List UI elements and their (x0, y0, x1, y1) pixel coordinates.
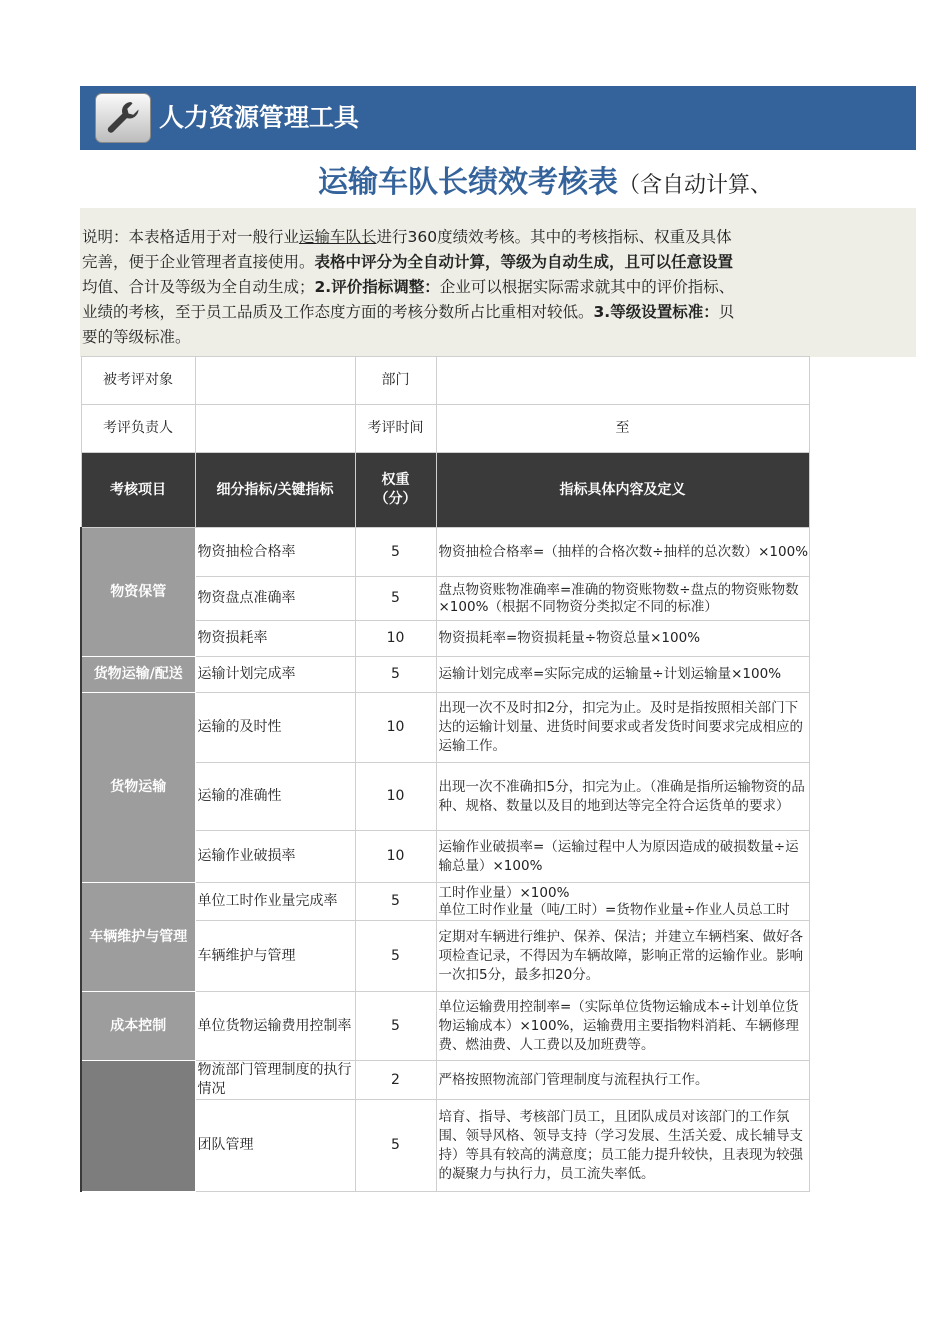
target-value[interactable] (195, 357, 355, 405)
owner-value[interactable] (195, 405, 355, 453)
description-line (82, 325, 812, 345)
definition-cell (436, 528, 809, 577)
assessment-table (80, 356, 810, 1192)
table-header-row (81, 453, 809, 528)
wrench-icon (104, 99, 142, 137)
definition-text: 培育、指导、考核部门员工，且团队成员对该部门的工作氛围、领导风格、领导支持（学习发展、生活关爱、成长辅导支持）等具有较高的满意度；员工能力提升较快，且表现为较强的凝聚力与执行力，员工流失率低。 (438, 1108, 803, 1182)
description-segment: 业绩的考核，至于员工品质及工作态度方面的考核分数所占比重相对较低。 (82, 303, 594, 321)
page-title-sub: （含自动计算、 (618, 173, 773, 198)
table-row (81, 1061, 809, 1100)
weight-cell: 10 (355, 831, 436, 883)
logo (95, 93, 151, 143)
header-weight: 权重 （分） (355, 453, 436, 528)
definition-cell (436, 763, 809, 831)
description-box (80, 208, 916, 357)
weight-cell: 10 (355, 763, 436, 831)
indicator-cell: 运输的及时性 (195, 693, 355, 763)
category-cell (81, 1061, 195, 1192)
target-label: 被考评对象 (81, 357, 195, 405)
definition-text: 运输作业破损率=（运输过程中人为原因造成的破损数量÷运输总量）×100% (438, 838, 799, 874)
page-title (318, 160, 918, 206)
header-category: 考核项目 (81, 453, 195, 528)
description-segment: 均值、合计及等级为全自动生成； (82, 278, 315, 296)
definition-cell (436, 1100, 809, 1192)
definition-text: 出现一次不及时扣2分，扣完为止。及时是指按照相关部门下达的运输计划量、进货时间要求或者发货时间要求完成相应的运输工作。 (438, 700, 803, 754)
indicator-cell: 物资抽检合格率 (195, 528, 355, 577)
weight-cell: 5 (355, 992, 436, 1061)
info-row-owner (81, 405, 809, 453)
indicator-cell: 团队管理 (195, 1100, 355, 1192)
definition-text: 盘点物资账物准确率=准确的物资账物数÷盘点的物资账物数×100%（根据不同物资分类拟定不同的标准） (438, 581, 799, 615)
definition-cell (436, 1061, 809, 1100)
indicator-cell: 单位工时作业量完成率 (195, 883, 355, 921)
table-row (81, 657, 809, 693)
definition-text: 严格按照物流部门管理制度与流程执行工作。 (438, 1071, 709, 1088)
weight-cell: 5 (355, 577, 436, 621)
description-segment: 完善，便于企业管理者直接使用。 (82, 253, 315, 271)
table-row (81, 528, 809, 577)
info-row-target (81, 357, 809, 405)
dept-value[interactable] (436, 357, 809, 405)
definition-cell (436, 577, 809, 621)
weight-cell: 5 (355, 883, 436, 921)
category-cell: 货物运输 (81, 693, 195, 883)
indicator-cell: 运输的准确性 (195, 763, 355, 831)
indicator-cell: 运输计划完成率 (195, 657, 355, 693)
definition-text: 物资抽检合格率=（抽样的合格次数÷抽样的总次数）×100% (438, 543, 809, 560)
definition-text: 物资损耗率=物资损耗量÷物资总量×100% (438, 630, 701, 646)
table-row (81, 992, 809, 1061)
description-line (82, 250, 812, 275)
description-segment: 3.等级设置标准： (593, 303, 719, 321)
description-segment: 贝 (718, 303, 735, 321)
definition-cell (436, 921, 809, 992)
definition-cell (436, 657, 809, 693)
description-segment: 进行360度绩效考核。其中的考核指标、权重及具体 (376, 228, 732, 246)
table-row (81, 693, 809, 763)
indicator-cell: 单位货物运输费用控制率 (195, 992, 355, 1061)
definition-cell (436, 883, 809, 921)
header-banner (80, 86, 916, 150)
definition-cell (436, 831, 809, 883)
header-indicator: 细分指标/关键指标 (195, 453, 355, 528)
description-segment: 表格中评分为全自动计算，等级为自动生成，且可以任意设置 (314, 253, 734, 271)
definition-cell (436, 992, 809, 1061)
owner-label: 考评负责人 (81, 405, 195, 453)
description-line (82, 300, 812, 325)
definition-text: 出现一次不准确扣5分，扣完为止。（准确是指所运输物资的品种、规格、数量以及目的地到达等完全符合运货单的要求） (438, 778, 805, 814)
description-line (82, 275, 812, 300)
description-segment: 要的等级标准。 (82, 328, 191, 345)
period-label: 考评时间 (355, 405, 436, 453)
brand-title: 人力资源管理工具 (159, 103, 360, 132)
description-segment: 说明：本表格适用于对一般行业 (82, 228, 300, 246)
table-row (81, 883, 809, 921)
weight-cell: 10 (355, 693, 436, 763)
indicator-cell: 物流部门管理制度的执行情况 (195, 1061, 355, 1100)
dept-label: 部门 (355, 357, 436, 405)
weight-cell: 5 (355, 1100, 436, 1192)
page-title-main: 运输车队长绩效考核表 (318, 165, 618, 200)
indicator-cell: 车辆维护与管理 (195, 921, 355, 992)
definition-text: 工时作业量）×100% 单位工时作业量（吨/工时）=货物作业量÷作业人员总工时 (438, 884, 790, 918)
period-value[interactable]: 至 (436, 405, 809, 453)
indicator-cell: 运输作业破损率 (195, 831, 355, 883)
description-segment: 2.评价指标调整： (314, 278, 440, 296)
category-cell: 车辆维护与管理 (81, 883, 195, 992)
weight-cell: 5 (355, 921, 436, 992)
definition-cell (436, 621, 809, 657)
weight-cell: 5 (355, 657, 436, 693)
weight-cell: 10 (355, 621, 436, 657)
category-cell: 货物运输/配送 (81, 657, 195, 693)
weight-cell: 5 (355, 528, 436, 577)
weight-cell: 2 (355, 1061, 436, 1100)
header-definition: 指标具体内容及定义 (436, 453, 809, 528)
definition-cell (436, 693, 809, 763)
definition-text: 单位运输费用控制率=（实际单位货物运输成本÷计划单位货物运输成本）×100%，运输费用主要指物料消耗、车辆修理费、燃油费、人工费以及加班费等。 (438, 998, 799, 1053)
description-text (82, 225, 812, 345)
indicator-cell: 物资盘点准确率 (195, 577, 355, 621)
category-cell: 成本控制 (81, 992, 195, 1061)
description-segment: 企业可以根据实际需求就其中的评价指标、 (439, 278, 735, 296)
description-segment: 运输车队长 (299, 228, 377, 246)
description-line (82, 225, 812, 250)
definition-text: 运输计划完成率=实际完成的运输量÷计划运输量×100% (438, 666, 782, 682)
category-cell: 物资保管 (81, 528, 195, 657)
indicator-cell: 物资损耗率 (195, 621, 355, 657)
definition-text: 定期对车辆进行维护、保养、保洁；并建立车辆档案、做好各项检查记录，不得因为车辆故障，影响正常的运输作业。影响一次扣5分，最多扣20分。 (438, 928, 803, 983)
